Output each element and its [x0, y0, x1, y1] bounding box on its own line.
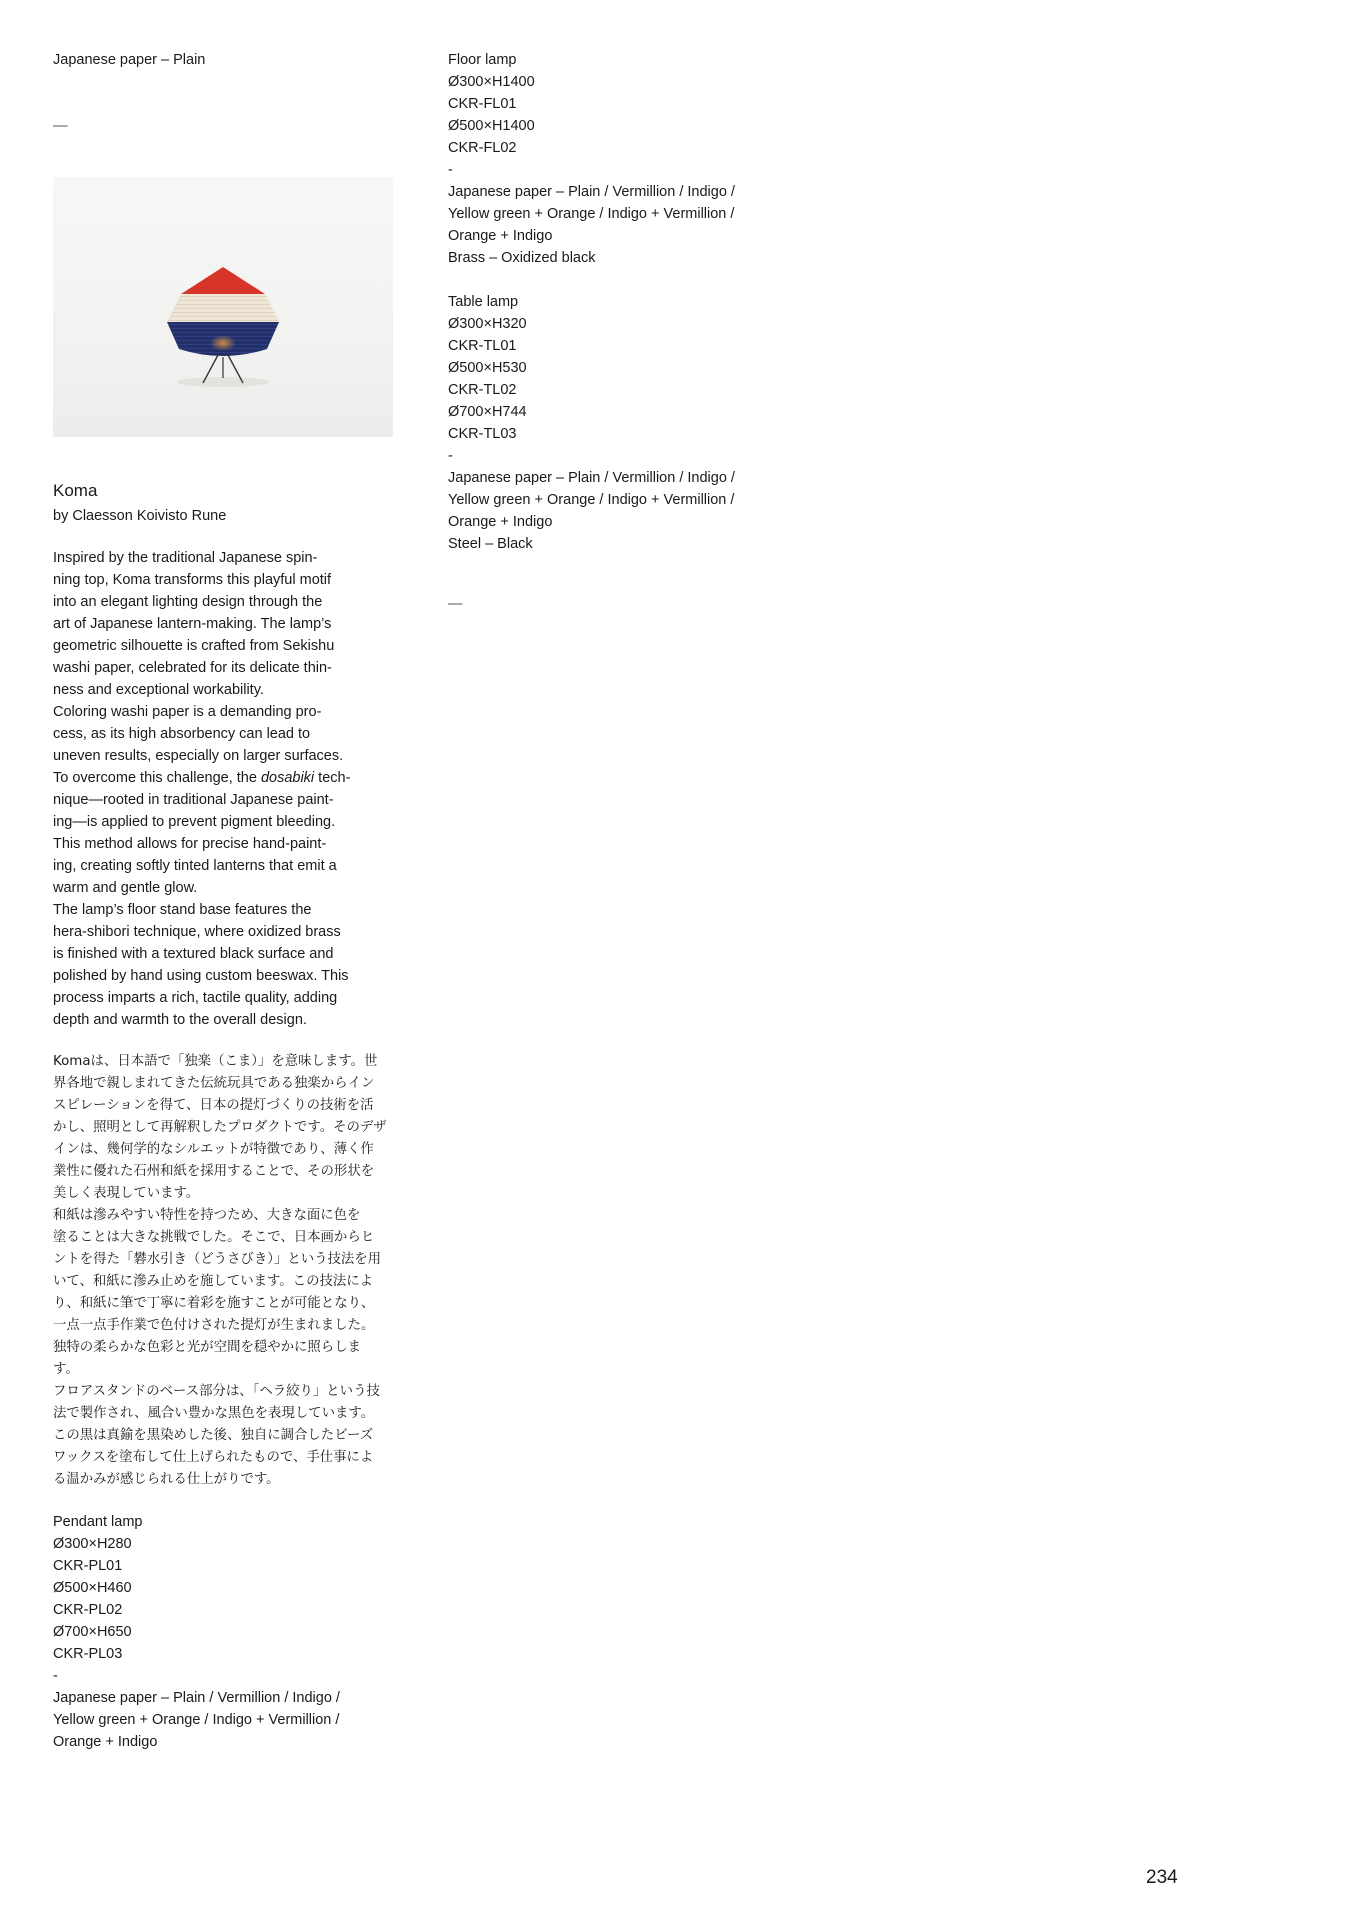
spec-line: - [53, 1668, 58, 1684]
spec-line: CKR-PL01 [53, 1558, 123, 1574]
spec-line: CKR-PL03 [53, 1646, 123, 1662]
desc-jp-line: スピレーションを得て、日本の提灯づくりの技術を活 [53, 1098, 374, 1113]
desc-jp-line: 業性に優れた石州和紙を採用することで、その形状を [53, 1164, 375, 1179]
spec-line: Ø700×H650 [53, 1624, 132, 1640]
desc-en-line: process imparts a rich, tactile quality, adding [53, 990, 338, 1006]
spec-line: Ø500×H530 [448, 360, 527, 376]
desc-jp-line: る温かみが感じられる仕上がりです。 [53, 1472, 280, 1487]
desc-jp-line: 独特の柔らかな色彩と光が空間を穏やかに照らしま [53, 1340, 361, 1355]
floor-lamp-specs [448, 49, 808, 269]
pendant-lamp-specs [53, 1511, 395, 1753]
desc-en-line: warm and gentle glow. [53, 880, 198, 896]
spec-line: CKR-TL01 [448, 338, 517, 354]
section-rule: — [53, 118, 68, 134]
spec-line: Japanese paper – Plain / Vermillion / Indigo / [53, 1690, 340, 1706]
desc-jp-line: 塗ることは大きな挑戦でした。そこで、日本画からヒ [53, 1230, 375, 1245]
desc-jp-line: かし、照明として再解釈したプロダクトです。そのデザ [53, 1120, 387, 1135]
spec-line: Ø300×H320 [448, 316, 527, 332]
desc-en-line: ness and exceptional workability. [53, 682, 264, 698]
spec-line: Orange + Indigo [448, 514, 553, 530]
desc-en-line: art of Japanese lantern-making. The lamp’s [53, 616, 332, 632]
desc-jp-line: この黒は真鍮を黒染めした後、独自に調合したビーズ [53, 1428, 374, 1443]
desc-jp-line: いて、和紙に滲み止めを施しています。この技法によ [53, 1274, 374, 1289]
desc-jp-line: り、和紙に筆で丁寧に着彩を施すことが可能となり、 [53, 1296, 375, 1311]
page-number: 234 [1146, 1867, 1178, 1888]
desc-jp-line: 美しく表現しています。 [53, 1186, 200, 1201]
desc-en-line: cess, as its high absorbency can lead to [53, 726, 311, 742]
right-column [448, 49, 808, 615]
spec-line: Ø700×H744 [448, 404, 527, 420]
description-japanese [53, 1051, 395, 1491]
desc-en-line: hera-shibori technique, where oxidized brass [53, 924, 341, 940]
spec-line: Orange + Indigo [448, 228, 553, 244]
desc-en-line: Coloring washi paper is a demanding pro- [53, 704, 322, 720]
spec-line: CKR-FL01 [448, 96, 517, 112]
desc-en-line: uneven results, especially on larger surfaces. [53, 748, 344, 764]
section-end-rule: — [448, 596, 463, 612]
desc-en-line: geometric silhouette is crafted from Sekishu [53, 638, 335, 654]
spec-line: CKR-TL03 [448, 426, 517, 442]
desc-jp-line: 和紙は滲みやすい特性を持つため、大きな面に色を [53, 1208, 361, 1223]
spec-line: Yellow green + Orange / Indigo + Vermillion / [448, 492, 735, 508]
spec-line: - [448, 162, 453, 178]
desc-en-line: depth and warmth to the overall design. [53, 1012, 307, 1028]
spec-line: Ø500×H460 [53, 1580, 132, 1596]
desc-jp-line: インは、幾何学的なシルエットが特徴であり、薄く作 [53, 1142, 374, 1157]
desc-en-line: into an elegant lighting design through the [53, 594, 323, 610]
desc-en-line: ning top, Koma transforms this playful motif [53, 572, 332, 588]
desc-jp-line: す。 [53, 1362, 79, 1377]
desc-en-line-italic: To overcome this challenge, the dosabiki tech- [53, 770, 351, 786]
spec-line: Yellow green + Orange / Indigo + Vermillion / [448, 206, 735, 222]
spec-line: Brass – Oxidized black [448, 250, 596, 266]
product-photo [53, 177, 393, 437]
spec-line: Ø300×H1400 [448, 74, 535, 90]
desc-en-line: The lamp’s floor stand base features the [53, 902, 312, 918]
spec-line: Ø300×H280 [53, 1536, 132, 1552]
desc-en-line: ing, creating softly tinted lanterns that emit a [53, 858, 337, 874]
product-designer: by Claesson Koivisto Rune [53, 508, 227, 524]
spec-line: - [448, 448, 453, 464]
desc-en-line: This method allows for precise hand-paint- [53, 836, 327, 852]
spec-line: CKR-TL02 [448, 382, 517, 398]
desc-en-line: polished by hand using custom beeswax. This [53, 968, 349, 984]
desc-jp-line: 界各地で親しまれてきた伝統玩具である独楽からイン [53, 1076, 375, 1091]
desc-en-line: Inspired by the traditional Japanese spin- [53, 550, 318, 566]
desc-en-line: washi paper, celebrated for its delicate thin- [53, 660, 332, 676]
spec-line: Table lamp [448, 294, 519, 310]
spec-line: Ø500×H1400 [448, 118, 535, 134]
desc-jp-line: フロアスタンドのベース部分は、「ヘラ絞り」という技 [53, 1384, 380, 1399]
spec-line: Steel – Black [448, 536, 533, 552]
table-lamp-specs [448, 291, 808, 555]
product-title: Koma [53, 481, 98, 500]
koma-lamp-illustration [53, 177, 393, 437]
left-column [53, 49, 395, 1753]
spec-line: Japanese paper – Plain / Vermillion / Indigo / [448, 184, 735, 200]
spec-line: Yellow green + Orange / Indigo + Vermillion / [53, 1712, 340, 1728]
description-english [53, 547, 395, 1031]
spec-line: Japanese paper – Plain / Vermillion / Indigo / [448, 470, 735, 486]
spec-line: CKR-FL02 [448, 140, 517, 156]
material-heading: Japanese paper – Plain [53, 52, 206, 68]
desc-en-line: ing—is applied to prevent pigment bleeding. [53, 814, 336, 830]
desc-jp-line: 一点一点手作業で色付けされた提灯が生まれました。 [53, 1318, 375, 1333]
spec-line: Pendant lamp [53, 1514, 143, 1530]
desc-en-line: is finished with a textured black surface and [53, 946, 334, 962]
desc-jp-line: 法で製作され、風合い豊かな黒色を表現しています。 [53, 1406, 375, 1421]
desc-jp-line: ワックスを塗布して仕上げられたもので、手仕事によ [53, 1450, 374, 1465]
desc-en-line: nique—rooted in traditional Japanese paint- [53, 792, 334, 808]
spec-line: Floor lamp [448, 52, 517, 68]
spec-line: Orange + Indigo [53, 1734, 158, 1750]
spec-line: CKR-PL02 [53, 1602, 123, 1618]
desc-jp-line: ントを得た「礬水引き（どうさびき）」という技法を用 [53, 1252, 382, 1267]
desc-jp-line: Komaは、日本語で「独楽（こま）」を意味します。世 [53, 1054, 378, 1069]
